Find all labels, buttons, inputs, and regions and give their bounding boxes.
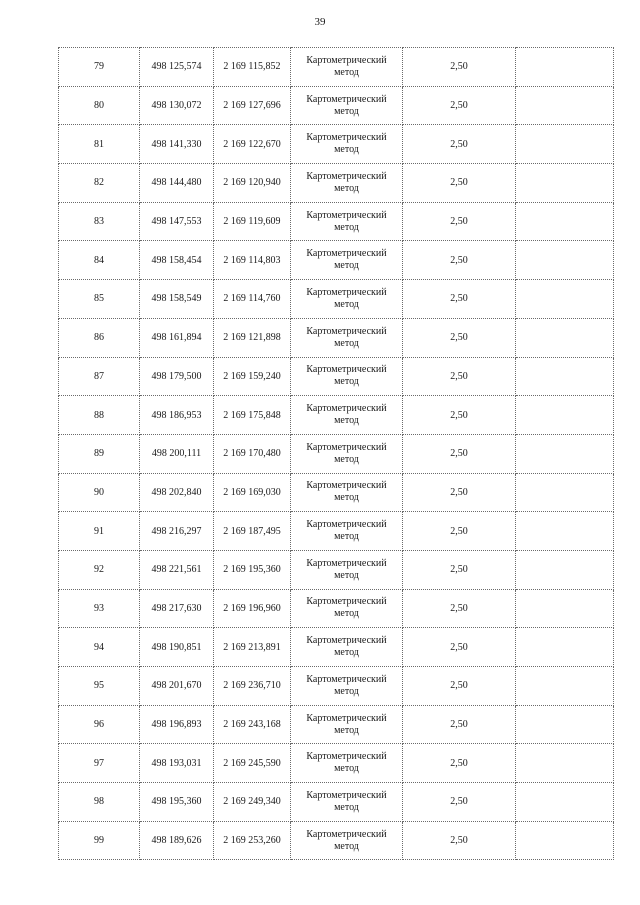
table-row: [59, 241, 614, 280]
x-coordinate-cell: 498 202,840: [140, 473, 214, 512]
method-line-1: Картометрический: [306, 596, 387, 608]
note-cell: [516, 396, 614, 435]
method-line-1: Картометрический: [306, 828, 387, 840]
method-line-1: Картометрический: [306, 286, 387, 298]
note-cell: [516, 434, 614, 473]
point-number-cell: 94: [59, 628, 140, 667]
table-row: [59, 434, 614, 473]
point-number-cell: 95: [59, 667, 140, 706]
method-line-1: Картометрический: [306, 751, 387, 763]
accuracy-cell: 2,50: [403, 280, 516, 319]
table-row: [59, 821, 614, 860]
method-line-2: метод: [334, 182, 359, 194]
y-coordinate-cell: 2 169 169,030: [214, 473, 291, 512]
x-coordinate-cell: 498 144,480: [140, 164, 214, 203]
y-coordinate-cell: 2 169 122,670: [214, 125, 291, 164]
method-line-1: Картометрический: [306, 93, 387, 105]
y-coordinate-cell: 2 169 196,960: [214, 589, 291, 628]
coordinates-table: [58, 47, 614, 860]
table-row: [59, 164, 614, 203]
x-coordinate-cell: 498 195,360: [140, 783, 214, 822]
accuracy-cell: 2,50: [403, 821, 516, 860]
point-number-cell: 85: [59, 280, 140, 319]
x-coordinate-cell: 498 130,072: [140, 86, 214, 125]
method-line-2: метод: [334, 531, 359, 543]
table-row: [59, 473, 614, 512]
y-coordinate-cell: 2 169 187,495: [214, 512, 291, 551]
method-cell: [291, 125, 403, 164]
accuracy-cell: 2,50: [403, 241, 516, 280]
method-line-2: метод: [334, 144, 359, 156]
method-line-1: Картометрический: [306, 325, 387, 337]
x-coordinate-cell: 498 147,553: [140, 202, 214, 241]
accuracy-cell: 2,50: [403, 628, 516, 667]
note-cell: [516, 48, 614, 87]
table-row: [59, 280, 614, 319]
x-coordinate-cell: 498 141,330: [140, 125, 214, 164]
method-line-1: Картометрический: [306, 170, 387, 182]
point-number-cell: 90: [59, 473, 140, 512]
point-number-cell: 86: [59, 318, 140, 357]
y-coordinate-cell: 2 169 245,590: [214, 744, 291, 783]
y-coordinate-cell: 2 169 243,168: [214, 705, 291, 744]
table-row: [59, 550, 614, 589]
note-cell: [516, 512, 614, 551]
method-line-1: Картометрический: [306, 54, 387, 66]
accuracy-cell: 2,50: [403, 783, 516, 822]
method-line-1: Картометрический: [306, 209, 387, 221]
x-coordinate-cell: 498 221,561: [140, 550, 214, 589]
table-row: [59, 589, 614, 628]
method-cell: [291, 318, 403, 357]
method-cell: [291, 550, 403, 589]
table-row: [59, 396, 614, 435]
accuracy-cell: 2,50: [403, 744, 516, 783]
x-coordinate-cell: 498 125,574: [140, 48, 214, 87]
accuracy-cell: 2,50: [403, 357, 516, 396]
table-row: [59, 357, 614, 396]
accuracy-cell: 2,50: [403, 86, 516, 125]
table-row: [59, 86, 614, 125]
method-line-2: метод: [334, 337, 359, 349]
method-cell: [291, 280, 403, 319]
table-row: [59, 318, 614, 357]
x-coordinate-cell: 498 200,111: [140, 434, 214, 473]
x-coordinate-cell: 498 179,500: [140, 357, 214, 396]
method-line-2: метод: [334, 221, 359, 233]
method-line-1: Картометрический: [306, 403, 387, 415]
x-coordinate-cell: 498 189,626: [140, 821, 214, 860]
accuracy-cell: 2,50: [403, 512, 516, 551]
note-cell: [516, 318, 614, 357]
y-coordinate-cell: 2 169 236,710: [214, 667, 291, 706]
x-coordinate-cell: 498 186,953: [140, 396, 214, 435]
note-cell: [516, 125, 614, 164]
accuracy-cell: 2,50: [403, 589, 516, 628]
method-cell: [291, 628, 403, 667]
point-number-cell: 93: [59, 589, 140, 628]
point-number-cell: 79: [59, 48, 140, 87]
note-cell: [516, 550, 614, 589]
method-cell: [291, 164, 403, 203]
method-line-2: метод: [334, 105, 359, 117]
table-row: [59, 512, 614, 551]
y-coordinate-cell: 2 169 115,852: [214, 48, 291, 87]
point-number-cell: 91: [59, 512, 140, 551]
method-line-1: Картометрический: [306, 480, 387, 492]
point-number-cell: 89: [59, 434, 140, 473]
note-cell: [516, 202, 614, 241]
method-cell: [291, 589, 403, 628]
accuracy-cell: 2,50: [403, 125, 516, 164]
method-cell: [291, 512, 403, 551]
method-cell: [291, 396, 403, 435]
y-coordinate-cell: 2 169 119,609: [214, 202, 291, 241]
method-cell: [291, 241, 403, 280]
method-cell: [291, 744, 403, 783]
method-line-2: метод: [334, 608, 359, 620]
method-line-1: Картометрический: [306, 364, 387, 376]
point-number-cell: 84: [59, 241, 140, 280]
table-row: [59, 125, 614, 164]
note-cell: [516, 357, 614, 396]
coordinates-table-body: [59, 48, 614, 860]
method-line-2: метод: [334, 647, 359, 659]
point-number-cell: 96: [59, 705, 140, 744]
method-line-1: Картометрический: [306, 441, 387, 453]
point-number-cell: 98: [59, 783, 140, 822]
note-cell: [516, 783, 614, 822]
method-line-2: метод: [334, 840, 359, 852]
y-coordinate-cell: 2 169 175,848: [214, 396, 291, 435]
y-coordinate-cell: 2 169 120,940: [214, 164, 291, 203]
point-number-cell: 92: [59, 550, 140, 589]
method-line-2: метод: [334, 376, 359, 388]
table-row: [59, 783, 614, 822]
note-cell: [516, 164, 614, 203]
note-cell: [516, 744, 614, 783]
method-line-2: метод: [334, 415, 359, 427]
method-cell: [291, 48, 403, 87]
page-number: 39: [314, 16, 326, 28]
method-line-1: Картометрический: [306, 673, 387, 685]
method-cell: [291, 357, 403, 396]
point-number-cell: 83: [59, 202, 140, 241]
accuracy-cell: 2,50: [403, 434, 516, 473]
accuracy-cell: 2,50: [403, 705, 516, 744]
method-cell: [291, 705, 403, 744]
method-cell: [291, 667, 403, 706]
accuracy-cell: 2,50: [403, 667, 516, 706]
note-cell: [516, 628, 614, 667]
method-cell: [291, 473, 403, 512]
point-number-cell: 81: [59, 125, 140, 164]
point-number-cell: 99: [59, 821, 140, 860]
method-line-2: метод: [334, 66, 359, 78]
y-coordinate-cell: 2 169 195,360: [214, 550, 291, 589]
note-cell: [516, 589, 614, 628]
note-cell: [516, 821, 614, 860]
note-cell: [516, 473, 614, 512]
method-line-2: метод: [334, 801, 359, 813]
y-coordinate-cell: 2 169 159,240: [214, 357, 291, 396]
table-row: [59, 202, 614, 241]
x-coordinate-cell: 498 216,297: [140, 512, 214, 551]
method-cell: [291, 202, 403, 241]
method-cell: [291, 86, 403, 125]
method-line-1: Картометрический: [306, 557, 387, 569]
accuracy-cell: 2,50: [403, 550, 516, 589]
point-number-cell: 88: [59, 396, 140, 435]
y-coordinate-cell: 2 169 213,891: [214, 628, 291, 667]
accuracy-cell: 2,50: [403, 202, 516, 241]
y-coordinate-cell: 2 169 114,803: [214, 241, 291, 280]
x-coordinate-cell: 498 201,670: [140, 667, 214, 706]
point-number-cell: 80: [59, 86, 140, 125]
method-line-2: метод: [334, 298, 359, 310]
x-coordinate-cell: 498 196,893: [140, 705, 214, 744]
x-coordinate-cell: 498 158,549: [140, 280, 214, 319]
method-line-2: метод: [334, 492, 359, 504]
method-line-2: метод: [334, 569, 359, 581]
method-line-1: Картометрический: [306, 712, 387, 724]
table-row: [59, 744, 614, 783]
accuracy-cell: 2,50: [403, 48, 516, 87]
method-line-1: Картометрический: [306, 789, 387, 801]
table-row: [59, 667, 614, 706]
y-coordinate-cell: 2 169 127,696: [214, 86, 291, 125]
note-cell: [516, 705, 614, 744]
table-row: [59, 705, 614, 744]
y-coordinate-cell: 2 169 114,760: [214, 280, 291, 319]
x-coordinate-cell: 498 161,894: [140, 318, 214, 357]
point-number-cell: 82: [59, 164, 140, 203]
point-number-cell: 87: [59, 357, 140, 396]
note-cell: [516, 280, 614, 319]
accuracy-cell: 2,50: [403, 164, 516, 203]
note-cell: [516, 241, 614, 280]
method-line-1: Картометрический: [306, 519, 387, 531]
x-coordinate-cell: 498 190,851: [140, 628, 214, 667]
method-cell: [291, 821, 403, 860]
accuracy-cell: 2,50: [403, 396, 516, 435]
x-coordinate-cell: 498 193,031: [140, 744, 214, 783]
method-cell: [291, 783, 403, 822]
point-number-cell: 97: [59, 744, 140, 783]
y-coordinate-cell: 2 169 121,898: [214, 318, 291, 357]
note-cell: [516, 86, 614, 125]
y-coordinate-cell: 2 169 249,340: [214, 783, 291, 822]
method-line-2: метод: [334, 685, 359, 697]
table-row: [59, 48, 614, 87]
table-row: [59, 628, 614, 667]
method-cell: [291, 434, 403, 473]
method-line-2: метод: [334, 453, 359, 465]
x-coordinate-cell: 498 158,454: [140, 241, 214, 280]
method-line-2: метод: [334, 763, 359, 775]
x-coordinate-cell: 498 217,630: [140, 589, 214, 628]
method-line-1: Картометрический: [306, 248, 387, 260]
y-coordinate-cell: 2 169 253,260: [214, 821, 291, 860]
accuracy-cell: 2,50: [403, 318, 516, 357]
method-line-1: Картометрический: [306, 132, 387, 144]
method-line-1: Картометрический: [306, 635, 387, 647]
method-line-2: метод: [334, 260, 359, 272]
note-cell: [516, 667, 614, 706]
method-line-2: метод: [334, 724, 359, 736]
accuracy-cell: 2,50: [403, 473, 516, 512]
y-coordinate-cell: 2 169 170,480: [214, 434, 291, 473]
